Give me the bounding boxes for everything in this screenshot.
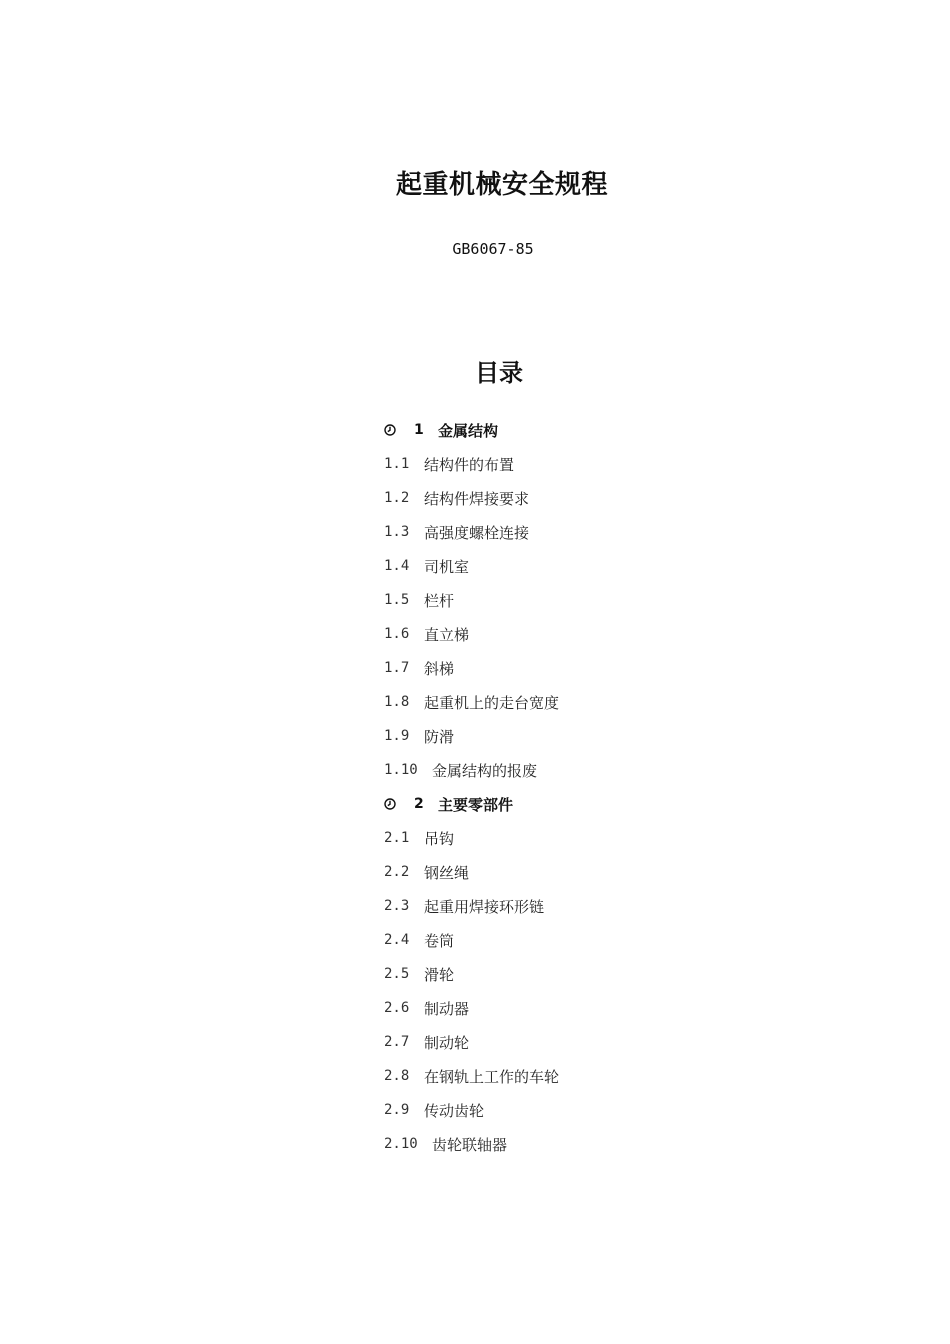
toc-section-item[interactable] bbox=[384, 1059, 559, 1093]
toc-item-label: 起重机上的走台宽度 bbox=[424, 693, 560, 712]
toc-item-label: 斜梯 bbox=[424, 659, 455, 678]
toc-section-item[interactable] bbox=[384, 719, 559, 753]
toc-item-label: 传动齿轮 bbox=[424, 1101, 485, 1120]
toc-item-number: 2.6 bbox=[384, 1000, 410, 1016]
document-title: 起重机械安全规程 bbox=[395, 170, 608, 200]
toc-item-number: 1.6 bbox=[384, 626, 410, 642]
toc-chapter-item[interactable] bbox=[384, 413, 559, 447]
toc-item-label: 栏杆 bbox=[424, 591, 455, 610]
toc-section-item[interactable] bbox=[384, 957, 559, 991]
clock-bullet-icon bbox=[384, 798, 396, 810]
toc-item-label: 制动轮 bbox=[424, 1033, 470, 1052]
toc-item-label: 结构件焊接要求 bbox=[424, 489, 530, 508]
toc-section-item[interactable] bbox=[384, 1093, 559, 1127]
toc-section-item[interactable] bbox=[384, 617, 559, 651]
toc-item-label: 齿轮联轴器 bbox=[432, 1135, 508, 1154]
toc-section-item[interactable] bbox=[384, 515, 559, 549]
toc-section-item[interactable] bbox=[384, 855, 559, 889]
toc-item-label: 金属结构 bbox=[438, 421, 499, 440]
toc-item-label: 结构件的布置 bbox=[424, 455, 515, 474]
toc-item-number: 1.1 bbox=[384, 456, 410, 472]
toc-item-label: 直立梯 bbox=[424, 625, 470, 644]
toc-item-label: 卷筒 bbox=[424, 931, 455, 950]
toc-heading: 目录 bbox=[475, 359, 523, 387]
toc-section-item[interactable] bbox=[384, 821, 559, 855]
toc-item-number: 1 bbox=[414, 422, 424, 438]
table-of-contents bbox=[384, 413, 559, 1161]
toc-item-number: 2.9 bbox=[384, 1102, 410, 1118]
toc-section-item[interactable] bbox=[384, 685, 559, 719]
toc-item-number: 1.2 bbox=[384, 490, 410, 506]
toc-section-item[interactable] bbox=[384, 991, 559, 1025]
toc-section-item[interactable] bbox=[384, 889, 559, 923]
toc-item-number: 2.3 bbox=[384, 898, 410, 914]
standard-code: GB6067-85 bbox=[452, 240, 534, 258]
toc-item-number: 1.5 bbox=[384, 592, 410, 608]
toc-item-label: 起重用焊接环形链 bbox=[424, 897, 545, 916]
toc-section-item[interactable] bbox=[384, 481, 559, 515]
toc-section-item[interactable] bbox=[384, 447, 559, 481]
toc-item-label: 制动器 bbox=[424, 999, 470, 1018]
toc-item-label: 司机室 bbox=[424, 557, 470, 576]
toc-item-number: 1.9 bbox=[384, 728, 410, 744]
clock-bullet-icon bbox=[384, 424, 396, 436]
toc-section-item[interactable] bbox=[384, 753, 559, 787]
toc-item-number: 1.8 bbox=[384, 694, 410, 710]
toc-item-number: 1.3 bbox=[384, 524, 410, 540]
toc-section-item[interactable] bbox=[384, 651, 559, 685]
toc-item-label: 主要零部件 bbox=[438, 795, 514, 814]
toc-section-item[interactable] bbox=[384, 1025, 559, 1059]
toc-section-item[interactable] bbox=[384, 1127, 559, 1161]
toc-item-number: 2.7 bbox=[384, 1034, 410, 1050]
toc-item-label: 防滑 bbox=[424, 727, 455, 746]
toc-item-number: 2.4 bbox=[384, 932, 410, 948]
toc-item-number: 2.8 bbox=[384, 1068, 410, 1084]
toc-section-item[interactable] bbox=[384, 923, 559, 957]
toc-item-number: 2.1 bbox=[384, 830, 410, 846]
toc-item-number: 1.4 bbox=[384, 558, 410, 574]
toc-item-number: 2.2 bbox=[384, 864, 410, 880]
toc-section-item[interactable] bbox=[384, 583, 559, 617]
toc-item-number: 1.7 bbox=[384, 660, 410, 676]
toc-item-number: 1.10 bbox=[384, 762, 418, 778]
toc-item-label: 滑轮 bbox=[424, 965, 455, 984]
toc-section-item[interactable] bbox=[384, 549, 559, 583]
toc-item-label: 在钢轨上工作的车轮 bbox=[424, 1067, 560, 1086]
toc-item-label: 吊钩 bbox=[424, 829, 455, 848]
toc-item-number: 2.10 bbox=[384, 1136, 418, 1152]
toc-item-label: 金属结构的报废 bbox=[432, 761, 538, 780]
toc-item-number: 2 bbox=[414, 796, 424, 812]
toc-item-label: 高强度螺栓连接 bbox=[424, 523, 530, 542]
toc-item-label: 钢丝绳 bbox=[424, 863, 470, 882]
toc-item-number: 2.5 bbox=[384, 966, 410, 982]
toc-chapter-item[interactable] bbox=[384, 787, 559, 821]
